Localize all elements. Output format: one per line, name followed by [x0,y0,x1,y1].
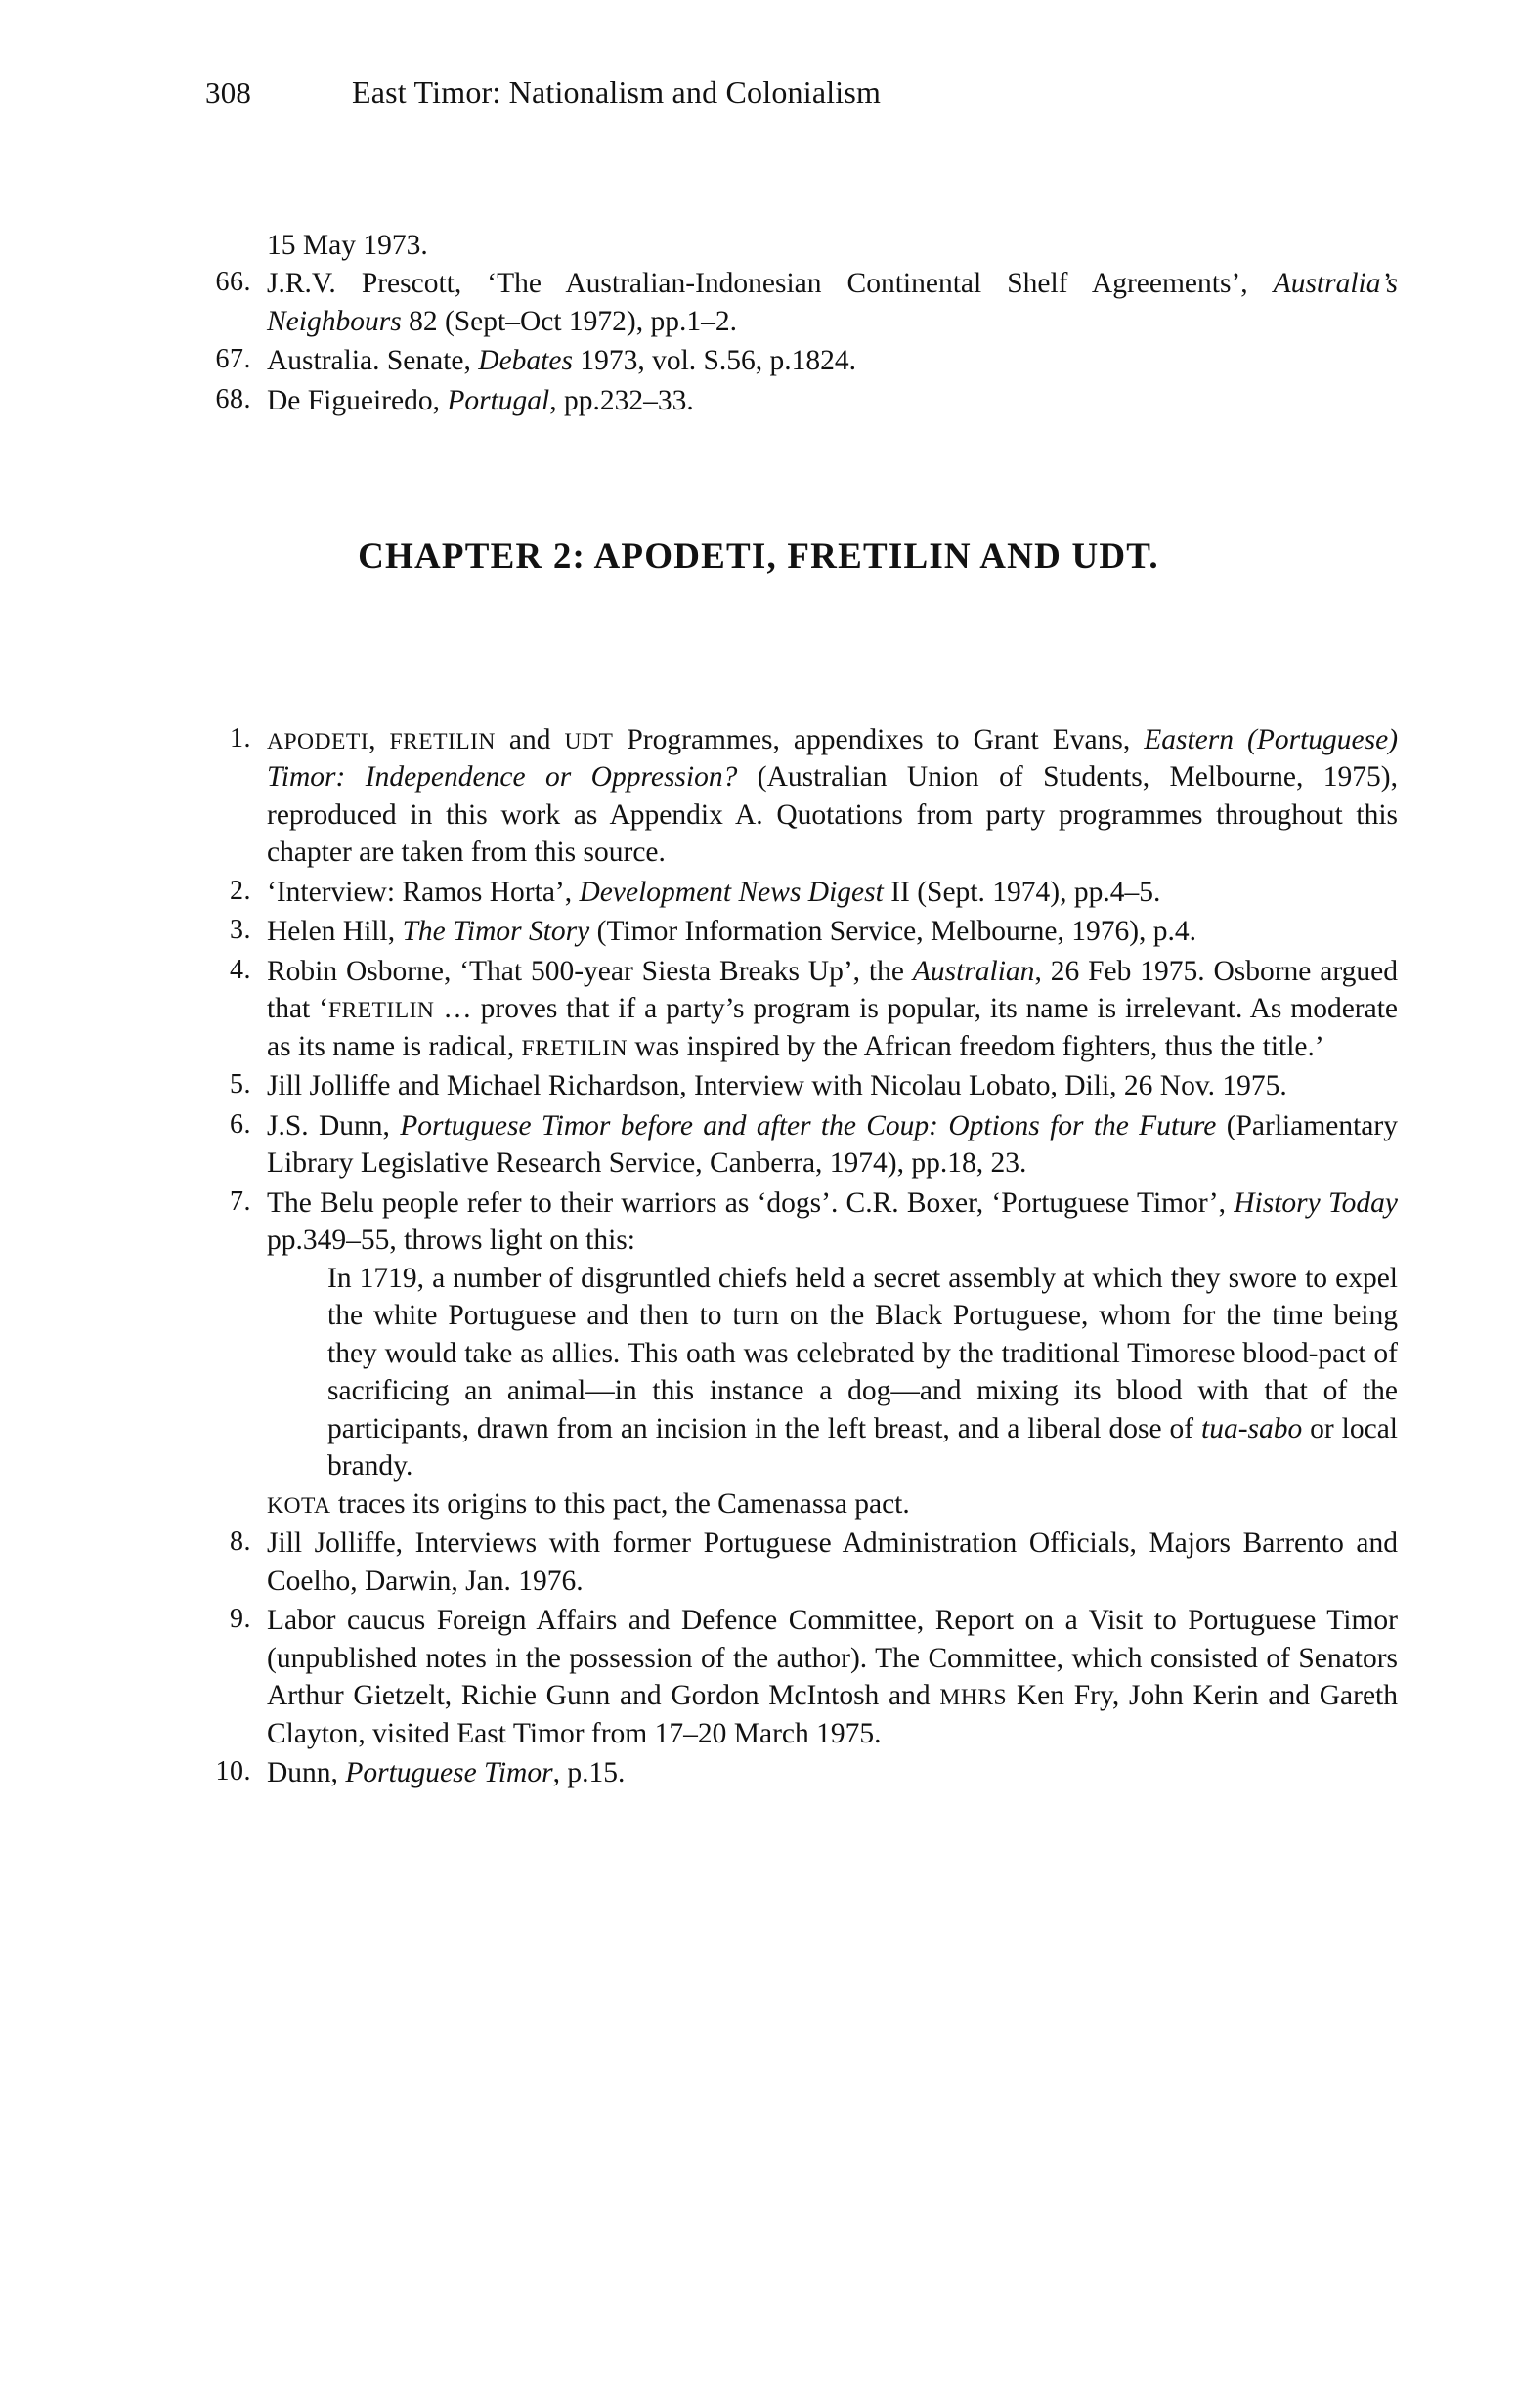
text-run: J.S. Dunn, [267,1109,401,1141]
chapter-notes-list [200,721,1398,1794]
italic-run: tua-sabo [1201,1412,1303,1444]
running-head [205,74,1408,119]
note-text [267,721,1398,872]
text-run: and [495,724,565,755]
note-text [267,265,1398,340]
text-run: The Belu people refer to their warriors as ‘dogs’. C.R. Boxer, ‘Portuguese Timor’, [267,1186,1235,1219]
note-lead-paragraph [267,1602,1398,1752]
italic-run: The Timor Story [402,916,590,948]
text-run: Robin Osborne, ‘That 500-year Siesta Breaks Up’, the [267,955,913,987]
chapter-heading: CHAPTER 2: APODETI, FRETILIN AND UDT. [358,537,1159,577]
italic-run: Portuguese Timor before and after the Coup: Options for the Future [400,1109,1217,1141]
note-blockquote [327,1260,1398,1485]
note-lead-paragraph [267,1107,1398,1182]
note-number: 1. [230,723,251,753]
text-run: (Timor Information Service, Melbourne, 1976), p.4. [589,916,1197,948]
text-run: or local brandy. [327,1412,1398,1483]
note-continuation-line: 15 May 1973. [267,230,428,261]
italic-run: Australian [912,955,1035,987]
text-run: , pp.232–33. [549,384,694,416]
note-number: 9. [230,1604,251,1635]
running-title: East Timor: Nationalism and Colonialism [352,74,882,109]
note-item [200,721,1398,872]
note-text [267,1184,1398,1523]
text-run: Jill Jolliffe, Interviews with former Portuguese Administration Officials, Majors Barrento and Coelho, Darwin, Jan. 1976. [267,1527,1398,1597]
note-number: 7. [230,1185,251,1217]
text-run: (Parliamentary Library Legislative Research Service, Canberra, 1974), pp.18, 23. [267,1109,1398,1180]
note-lead-paragraph [267,721,1398,872]
small-caps-run: KOTA [267,1492,331,1519]
small-caps-run: FRETILIN [327,998,435,1024]
note-text [267,342,1398,379]
note-number: 67. [215,344,251,375]
small-caps-run: FRETILIN [521,1035,628,1061]
note-lead-paragraph [267,1754,1398,1791]
note-text [267,1525,1398,1600]
note-item [200,382,1398,419]
text-run: traces its origins to this pact, the Camenassa pact. [330,1487,910,1520]
text-run: 1973, vol. S.56, p.1824. [572,345,857,377]
previous-chapter-notes [200,227,1398,421]
text-run: was inspired by the African freedom fighters, thus the title.’ [627,1030,1324,1062]
note-lead-paragraph [267,1184,1398,1260]
note-lead-paragraph [267,382,1398,419]
note-text [267,1107,1398,1182]
text-run: , 26 Feb 1975. Osborne argued that ‘ [267,955,1398,1025]
text-run: Programmes, appendixes to Grant Evans, [613,724,1145,755]
note-item [200,1184,1398,1523]
text-run: J.R.V. Prescott, ‘The Australian-Indonesian Continental Shelf Agreements’, [267,268,1274,300]
text-run: In 1719, a number of disgruntled chiefs held a secret assembly at which they swore to expel the white Portuguese and then to turn on the Black Portuguese, whom for the time being they would take as allies. This oath was celebrated by the traditional Timorese blood-pact of sacrificing an animal—in this instance a dog—and mixing its blood with that of the participants, drawn from an incision in the left breast, and a liberal dose of [327,1262,1398,1444]
page-number: 308 [205,75,252,109]
note-number: 66. [215,267,251,298]
note-item [200,874,1398,911]
note-item [200,913,1398,950]
text-run: Helen Hill, [267,916,403,948]
note-item [200,1602,1398,1752]
note-item [200,1525,1398,1600]
text-run: Australia. Senate, [267,345,479,377]
italic-run: Portugal [447,384,550,416]
note-number: 10. [215,1756,251,1787]
note-lead-paragraph [267,1525,1398,1600]
italic-run: Development News Digest [579,876,884,908]
note-number: 2. [230,875,251,906]
note-number: 68. [215,383,251,414]
italic-run: Portuguese Timor [345,1757,553,1789]
previous-notes-list [200,265,1398,419]
text-run: … proves that if a party’s program is popular, its name is irrelevant. As moderate as its name is radical, [267,993,1398,1062]
italic-run: Debates [478,345,573,377]
small-caps-run: UDT [564,729,614,754]
note-text [267,1754,1398,1791]
note-number: 4. [230,954,251,985]
note-number: 8. [230,1526,251,1558]
note-text [267,382,1398,419]
note-lead-paragraph [267,1067,1398,1104]
note-item [200,1107,1398,1182]
text-run: , [368,724,390,755]
note-trailing-line [267,1485,1398,1523]
note-lead-paragraph [267,953,1398,1065]
note-number: 5. [230,1069,251,1100]
note-number: 3. [230,915,251,946]
italic-run: Australia’s Neighbours [267,268,1398,337]
text-run: Dunn, [267,1757,346,1789]
text-run: Ken Fry, John Kerin and Gareth Clayton, visited East Timor from 17–20 March 1975. [267,1680,1399,1749]
note-text [267,1602,1398,1752]
note-lead-paragraph [267,913,1398,950]
note-text [267,913,1398,950]
text-run: De Figueiredo, [267,384,448,416]
note-item [200,953,1398,1065]
note-item [200,1067,1398,1104]
small-caps-run: MHRS [939,1685,1008,1711]
text-run: (Australian Union of Students, Melbourne, 1975), reproduced in this work as Appendix A. Quotations from party programmes throughout this chapter are taken from this source. [267,761,1399,869]
note-text [267,1067,1398,1104]
note-text [267,953,1398,1065]
text-run: Jill Jolliffe and Michael Richardson, Interview with Nicolau Lobato, Dili, 26 Nov. 1975. [267,1070,1287,1102]
italic-run: Eastern (Portuguese) Timor: Independence or Oppression? [267,724,1399,794]
italic-run: History Today [1234,1186,1399,1219]
note-lead-paragraph [267,265,1398,340]
note-item [200,1754,1398,1791]
note-number: 6. [230,1108,251,1140]
note-lead-paragraph [267,342,1398,379]
note-item [200,265,1398,340]
note-lead-paragraph [267,874,1398,911]
small-caps-run: APODETI [267,729,369,754]
text-run: , p.15. [552,1757,626,1789]
small-caps-run: FRETILIN [389,729,496,754]
note-item [200,342,1398,379]
text-run: II (Sept. 1974), pp.4–5. [883,876,1161,908]
text-run: pp.349–55, throws light on this: [267,1225,635,1257]
text-run: 82 (Sept–Oct 1972), pp.1–2. [401,305,737,337]
text-run: Labor caucus Foreign Affairs and Defence Committee, Report on a Visit to Portuguese Timor (unpublished notes in the possession of the author). The Committee, which consisted of Senators Arthur Gietzelt, Richie Gunn and Gordon McIntosh and [267,1605,1398,1712]
text-run: ‘Interview: Ramos Horta’, [267,876,580,908]
note-text [267,874,1398,911]
